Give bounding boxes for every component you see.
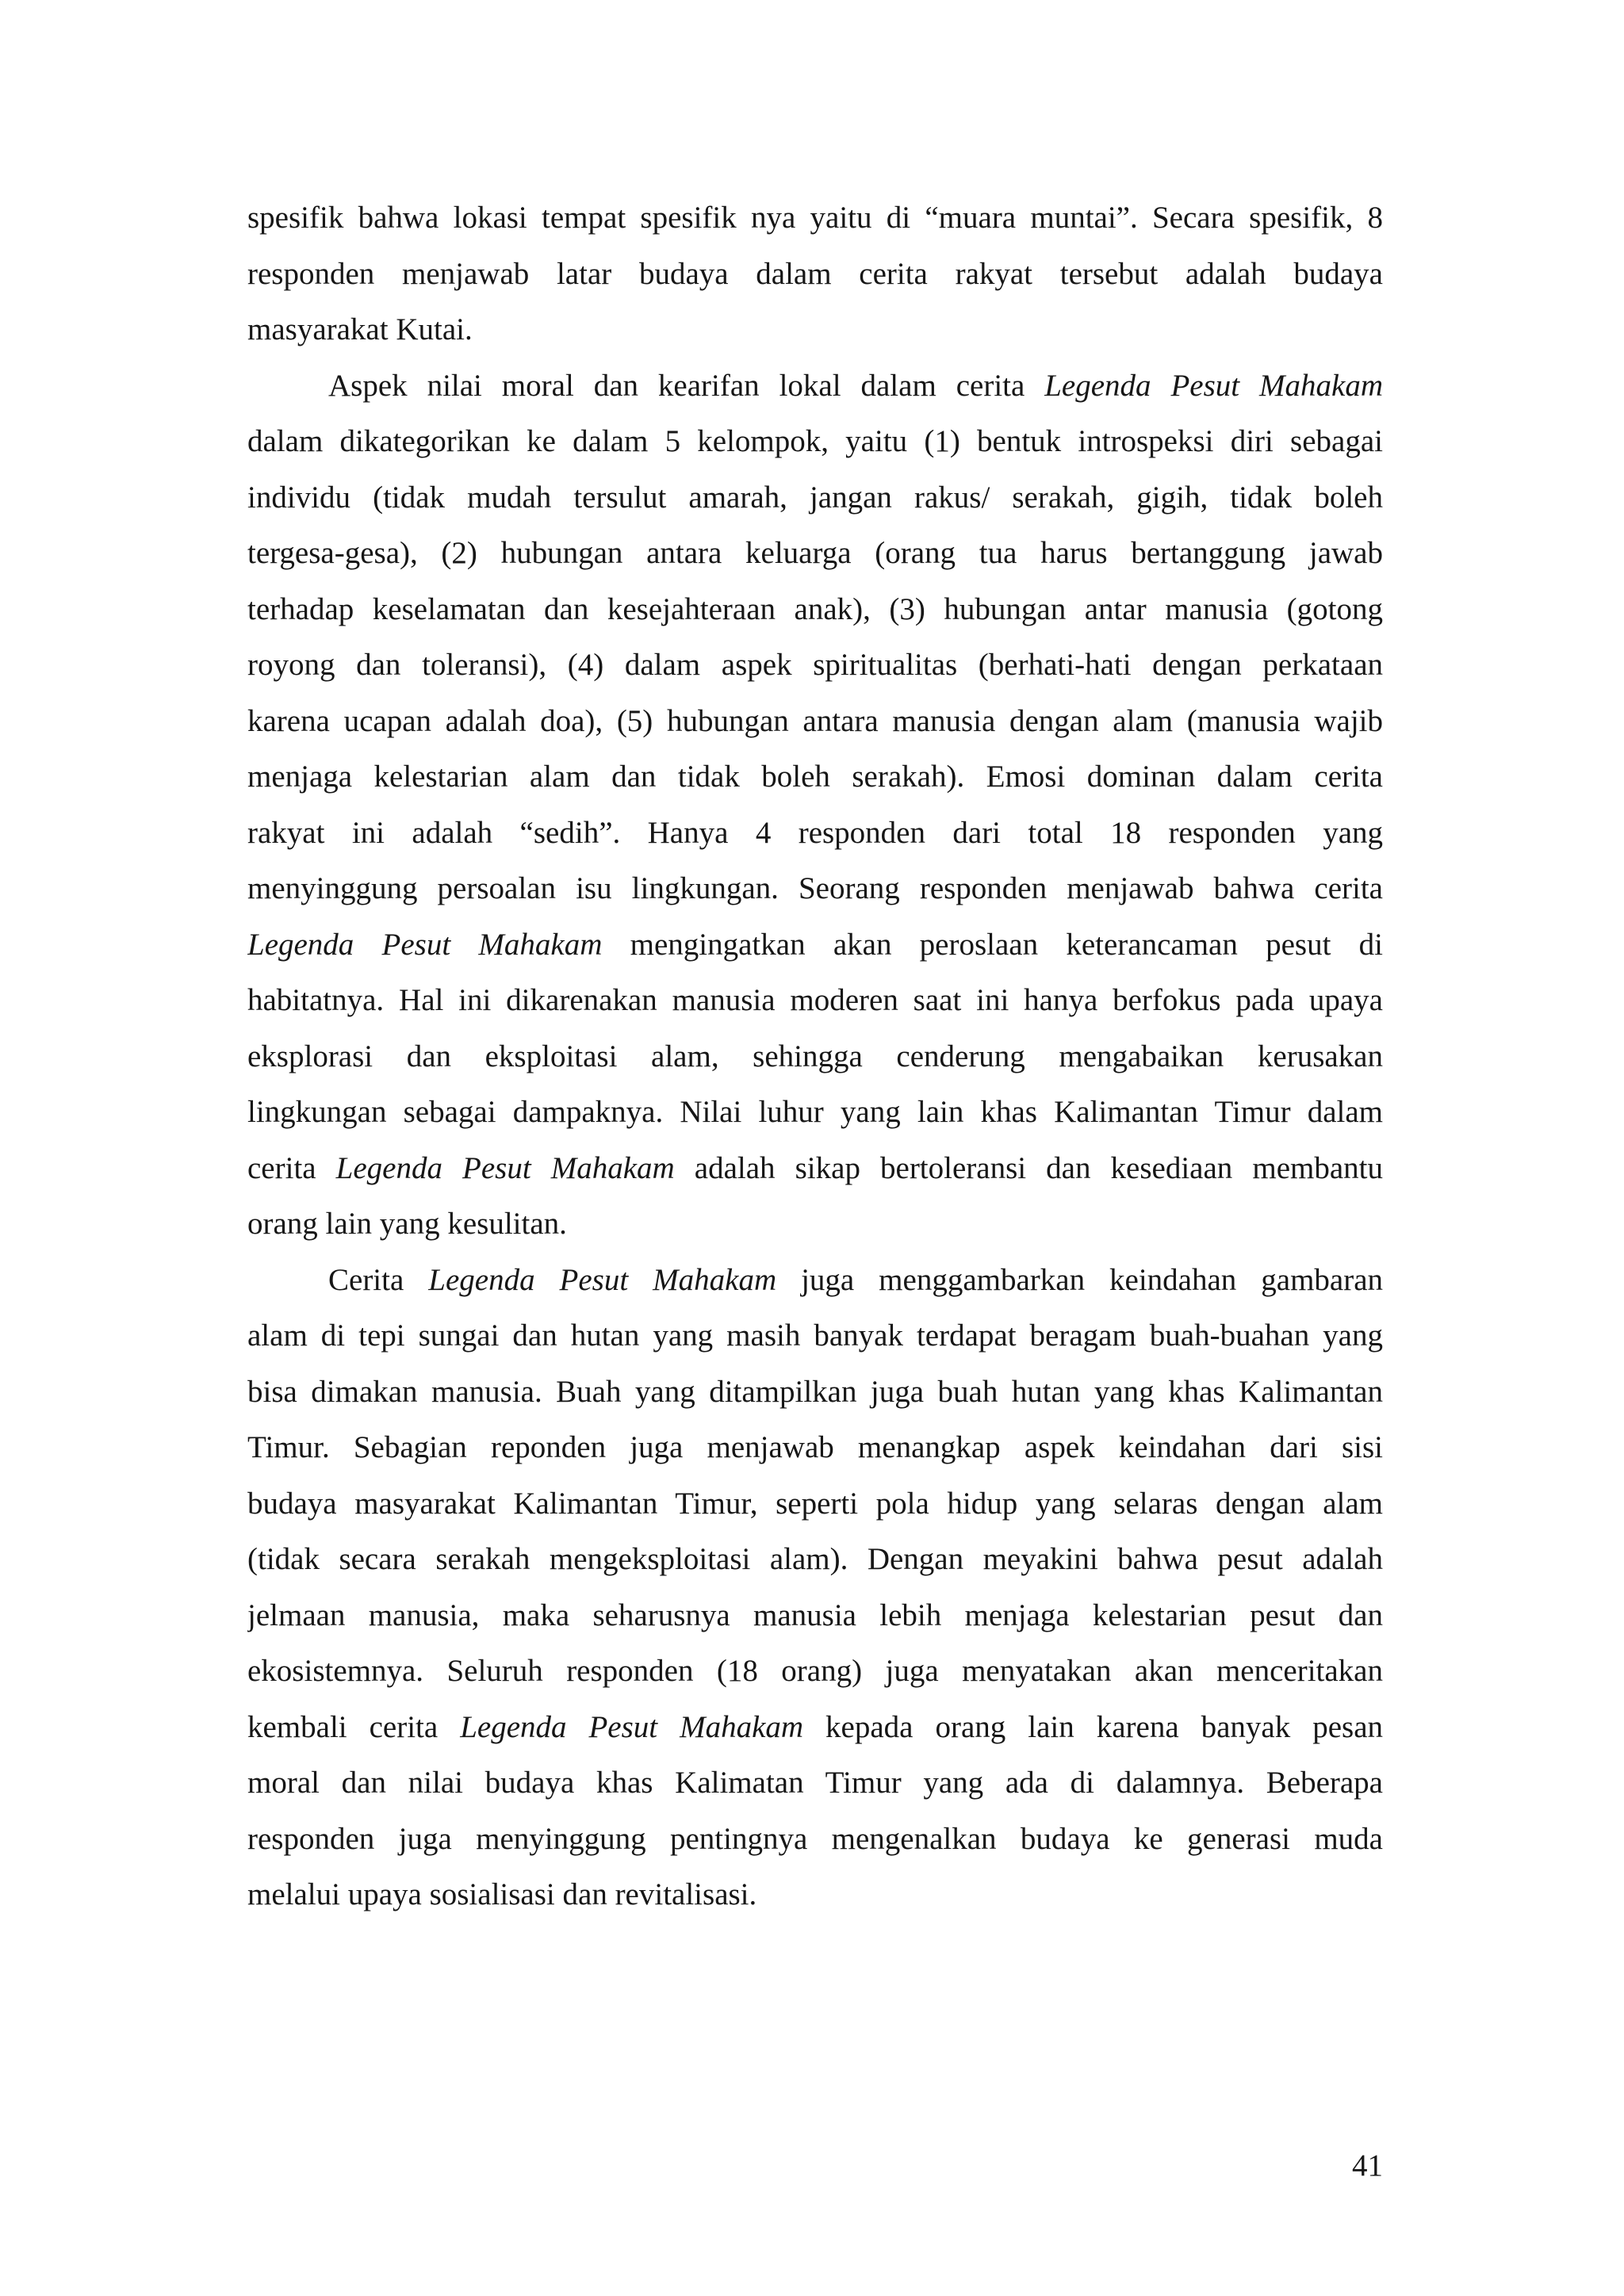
text-run: ekosistemnya. Seluruh responden (18 orang) juga menyatakan akan menceritakan — [247, 1654, 1383, 1688]
text-run: royong dan toleransi), (4) dalam aspek spiritualitas (berhati-hati dengan perkataan — [247, 648, 1383, 682]
text-line — [247, 582, 1383, 638]
text-run: orang lain yang kesulitan. — [247, 1207, 567, 1241]
text-run: karena ucapan adalah doa), (5) hubungan antara manusia dengan alam (manusia wajib — [247, 703, 1383, 738]
italic-title-text: Legenda Pesut Mahakam — [247, 927, 603, 962]
italic-title-text: Legenda Pesut Mahakam — [460, 1709, 804, 1744]
text-run: tergesa-gesa), (2) hubungan antara keluarga (orang tua harus bertanggung jawab — [247, 536, 1383, 570]
text-line — [247, 637, 1383, 694]
text-run: menyinggung persoalan isu lingkungan. Seorang responden menjawab bahwa cerita — [247, 871, 1383, 905]
text-line — [247, 358, 1383, 415]
text-run: habitatnya. Hal ini dikarenakan manusia moderen saat ini hanya berfokus pada upaya — [247, 983, 1383, 1017]
text-line — [247, 247, 1383, 303]
text-run: juga menggambarkan keindahan gambaran — [776, 1262, 1383, 1297]
text-run: kembali cerita — [247, 1709, 461, 1744]
text-line — [247, 526, 1383, 582]
text-line — [247, 1196, 1383, 1253]
text-line — [247, 1085, 1383, 1141]
text-line — [247, 694, 1383, 750]
text-line — [247, 917, 1383, 974]
italic-title-text: Legenda Pesut Mahakam — [1044, 368, 1383, 403]
text-run: menjaga kelestarian alam dan tidak boleh serakah). Emosi dominan dalam cerita — [247, 760, 1383, 794]
text-run: Aspek nilai moral dan kearifan lokal dalam cerita — [328, 368, 1045, 403]
text-run: masyarakat Kutai. — [247, 312, 473, 346]
text-line — [247, 1532, 1383, 1588]
text-run: eksplorasi dan eksploitasi alam, sehingga cenderung mengabaikan kerusakan — [247, 1039, 1383, 1073]
italic-title-text: Legenda Pesut Mahakam — [335, 1150, 675, 1185]
text-line — [247, 1029, 1383, 1085]
text-run: jelmaan manusia, maka seharusnya manusia lebih menjaga kelestarian pesut dan — [247, 1598, 1383, 1632]
text-run: responden menjawab latar budaya dalam cerita rakyat tersebut adalah budaya — [247, 256, 1383, 291]
text-run: budaya masyarakat Kalimantan Timur, seperti pola hidup yang selaras dengan alam — [247, 1486, 1383, 1521]
text-line — [247, 1755, 1383, 1812]
text-run: adalah sikap bertoleransi dan kesediaan membantu — [674, 1150, 1383, 1185]
text-run: lingkungan sebagai dampaknya. Nilai luhur yang lain khas Kalimantan Timur dalam — [247, 1095, 1383, 1129]
text-line — [247, 1812, 1383, 1868]
text-line — [247, 414, 1383, 470]
text-line — [247, 1700, 1383, 1756]
text-line — [247, 1253, 1383, 1309]
text-line — [247, 1867, 1383, 1923]
text-run: rakyat ini adalah “sedih”. Hanya 4 responden dari total 18 responden yang — [247, 815, 1383, 850]
text-line — [247, 1141, 1383, 1197]
text-run: dalam dikategorikan ke dalam 5 kelompok, yaitu (1) bentuk introspeksi diri sebagai — [247, 424, 1383, 458]
text-line — [247, 470, 1383, 526]
text-line — [247, 1364, 1383, 1421]
text-line — [247, 973, 1383, 1029]
text-run: moral dan nilai budaya khas Kalimatan Timur yang ada di dalamnya. Beberapa — [247, 1766, 1383, 1800]
text-run: (tidak secara serakah mengeksploitasi alam). Dengan meyakini bahwa pesut adalah — [247, 1542, 1383, 1576]
text-line — [247, 190, 1383, 247]
text-run: melalui upaya sosialisasi dan revitalisasi. — [247, 1877, 757, 1911]
text-run: bisa dimakan manusia. Buah yang ditampilkan juga buah hutan yang khas Kalimantan — [247, 1374, 1383, 1409]
text-run: individu (tidak mudah tersulut amarah, jangan rakus/ serakah, gigih, tidak boleh — [247, 480, 1383, 515]
text-line — [247, 1420, 1383, 1476]
text-run: spesifik bahwa lokasi tempat spesifik nya yaitu di “muara muntai”. Secara spesifik, 8 — [247, 201, 1383, 235]
text-line — [247, 1308, 1383, 1364]
text-line — [247, 1588, 1383, 1644]
text-run: mengingatkan akan peroslaan keterancaman pesut di — [602, 927, 1383, 962]
text-line — [247, 1644, 1383, 1700]
text-line — [247, 861, 1383, 917]
text-run: Cerita — [328, 1262, 429, 1297]
text-line — [247, 806, 1383, 862]
italic-title-text: Legenda Pesut Mahakam — [428, 1262, 777, 1297]
text-run: terhadap keselamatan dan kesejahteraan anak), (3) hubungan antar manusia (gotong — [247, 591, 1383, 626]
text-line — [247, 749, 1383, 806]
body-text — [247, 190, 1383, 1923]
text-line — [247, 302, 1383, 358]
text-run: cerita — [247, 1150, 336, 1185]
text-run: alam di tepi sungai dan hutan yang masih banyak terdapat beragam buah-buahan yang — [247, 1318, 1383, 1353]
page-number: 41 — [1352, 2149, 1383, 2183]
text-run: kepada orang lain karena banyak pesan — [803, 1709, 1383, 1744]
text-line — [247, 1476, 1383, 1533]
text-run: Timur. Sebagian reponden juga menjawab menangkap aspek keindahan dari sisi — [247, 1430, 1383, 1464]
text-run: responden juga menyinggung pentingnya mengenalkan budaya ke generasi muda — [247, 1821, 1383, 1856]
